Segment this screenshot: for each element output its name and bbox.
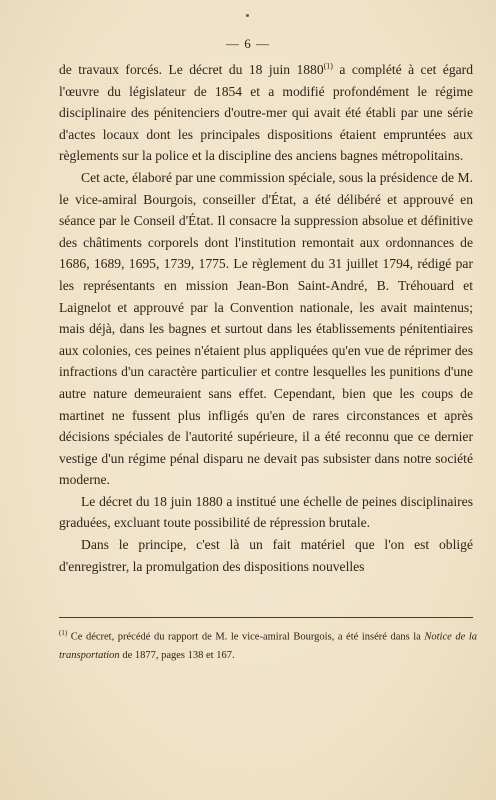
- paragraph-4: Dans le principe, c'est là un fait matériel que l'on est obligé d'enregistrer, la promulgation des dispositions nouvelles: [59, 537, 473, 574]
- footnote: $^{(1)}$ Ce décret, précédé du rapport de M. le vice-amiral Bourgois, a été inséré dans la Notice de la transportation de 1877, pages 138 et 167.: [59, 629, 477, 661]
- footnote-italic-title: Notice de la transportation: [59, 631, 477, 661]
- paragraph-3: Le décret du 18 juin 1880 a institué une échelle de peines disciplinaires graduées, excluant toute possibilité de répression brutale.: [59, 493, 473, 531]
- footnote-mark: (1): [59, 629, 68, 637]
- footnote-reference[interactable]: (1): [323, 61, 333, 71]
- body-text: [59, 59, 473, 577]
- page-number: — 6 —: [226, 36, 270, 51]
- page-speck: [246, 14, 249, 17]
- paragraph-1: de travaux forcés. Le décret du 18 juin 1880$^{(1)}$ a complété à cet égard l'œuvre du législateur de 1854 et a modifié profondément le régime disciplinaire des pénitenciers d'outre-mer qui avait été établi par une série d'actes locaux dont les principales dispositions étaient empruntées aux règlements sur la police et la discipline des anciens bagnes métropolitains.: [59, 61, 473, 164]
- footnote-divider: [59, 617, 473, 618]
- paragraph-2: Cet acte, élaboré par une commission spéciale, sous la présidence de M. le vice-amiral Bourgois, conseiller d'État, a été délibéré et approuvé en séance par le Conseil d'État. Il consacre la suppression absolue et définitive des châtiments corporels dont l'institution remontait aux ordonnances de 1686, 1689, 1695, 1739, 1775. Le règlement du 31 juillet 1794, rédigé par les représentants en mission Jean-Bon Saint-André, B. Tréhouard et Laignelot et approuvé par la Convention nationale, les avait maintenus; mais déjà, dans les bagnes et surtout dans les établissements pénitentiaires aux colonies, ces peines n'étaient plus appliquées qu'en vue de réprimer des infractions d'un caractère particulier et contre lesquelles les punitions d'une autre nature demeuraient sans effet. Cependant, bien que les coups de martinet ne fussent plus infligés qu'en de rares circonstances et après décisions spéciales de l'autorité supérieure, il a été reconnu que ce dernier vestige d'un régime pénal disparu ne devait pas subsister dans notre société moderne.: [59, 169, 473, 488]
